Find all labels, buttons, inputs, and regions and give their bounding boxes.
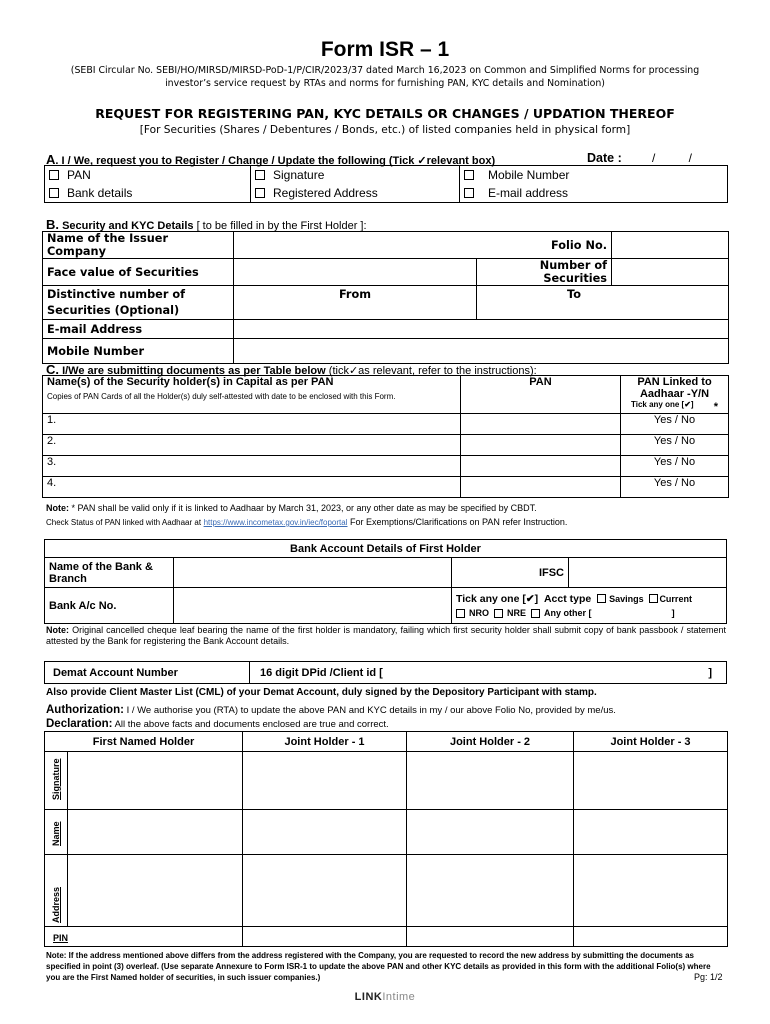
- address-row-label: [45, 855, 68, 927]
- yes-no-3[interactable]: Yes / No: [621, 456, 729, 477]
- checkbox-icon[interactable]: [597, 594, 606, 603]
- option-label: Bank details: [67, 186, 133, 200]
- section-c-table: [42, 375, 729, 498]
- joint-holder-1-header: Joint Holder - 1: [243, 732, 407, 752]
- current-label: Current: [659, 593, 692, 604]
- section-c-text: I/We are submitting documents as per Table below: [62, 365, 326, 377]
- yes-no-2[interactable]: Yes / No: [621, 435, 729, 456]
- option-registered-address[interactable]: [251, 184, 460, 203]
- checkbox-icon[interactable]: [456, 609, 465, 618]
- signature-joint-1[interactable]: [243, 752, 407, 810]
- bank-name-line-2: Branch: [49, 572, 87, 585]
- account-type-options: [452, 588, 727, 624]
- tick-any-label: Tick any one [✔]: [456, 592, 539, 605]
- to-label: To: [567, 288, 581, 301]
- declaration-text: All the above facts and documents enclosed are true and correct.: [114, 719, 389, 730]
- option-label: Signature: [273, 168, 325, 182]
- ifsc-label: IFSC: [452, 558, 569, 588]
- option-label: Registered Address: [273, 186, 378, 200]
- pin-first-holder[interactable]: [45, 927, 243, 947]
- section-c-label: C.: [46, 362, 59, 377]
- section-b-note: [ to be filled in by the First Holder ]:: [196, 220, 367, 232]
- declaration: [46, 718, 389, 730]
- holder-names-header: [43, 376, 461, 414]
- first-holder-header: First Named Holder: [45, 732, 243, 752]
- pan-linked-line-1: PAN Linked to: [637, 376, 712, 388]
- option-label: Mobile Number: [488, 168, 570, 182]
- pan-field-4[interactable]: [461, 477, 621, 498]
- dpid-label: 16 digit DPid /Client id [: [260, 666, 383, 679]
- date-slashes: / /: [652, 151, 693, 165]
- request-title: REQUEST FOR REGISTERING PAN, KYC DETAILS OR CHANGES / UPDATION THEREOF: [95, 106, 675, 121]
- bank-name-label: [45, 558, 174, 588]
- account-type-row-1: [456, 592, 722, 606]
- yes-no-1[interactable]: Yes / No: [621, 414, 729, 435]
- checkbox-icon[interactable]: [494, 609, 503, 618]
- section-b-label: B.: [46, 217, 59, 232]
- holders-table: [44, 731, 728, 947]
- bank-note-label: Note:: [46, 625, 69, 635]
- bank-name-line-1: Name of the Bank &: [49, 560, 153, 573]
- holder-row-2[interactable]: 2.: [43, 435, 461, 456]
- holder-names-title: Name(s) of the Security holder(s) in Capital as per PAN: [47, 376, 334, 388]
- name-label: Name: [51, 821, 61, 846]
- signature-joint-3[interactable]: [574, 752, 728, 810]
- pan-header: PAN: [461, 376, 621, 414]
- section-b-text: Security and KYC Details: [62, 220, 194, 232]
- section-b-heading: [46, 217, 367, 232]
- star-marker: *: [713, 401, 718, 413]
- address-joint-2[interactable]: [407, 855, 574, 927]
- logo-intime-text: Intime: [382, 991, 416, 1003]
- bank-table-title: Bank Account Details of First Holder: [45, 540, 727, 558]
- holder-row-4[interactable]: 4.: [43, 477, 461, 498]
- option-mobile-number[interactable]: [460, 166, 728, 185]
- pan-note-label: Note:: [46, 503, 69, 513]
- account-no-label: Bank A/c No.: [45, 588, 174, 624]
- pin-joint-1[interactable]: [243, 927, 407, 947]
- number-of-securities-label: Number of Securities: [477, 259, 612, 286]
- checkbox-icon[interactable]: [464, 188, 474, 198]
- form-title: Form ISR – 1: [320, 38, 450, 61]
- joint-holder-3-header: Joint Holder - 3: [574, 732, 728, 752]
- bank-name-field[interactable]: [174, 558, 452, 588]
- dpid-close: ]: [708, 666, 712, 679]
- pan-field-2[interactable]: [461, 435, 621, 456]
- demat-table: [44, 661, 727, 684]
- from-field[interactable]: [234, 286, 477, 320]
- bank-note-text: Original cancelled cheque leaf bearing the name of the first holder is mandatory, failing which first security holder shall submit copy of bank passbook / statement attested by the Bank for registering the Bank Account details.: [46, 625, 726, 646]
- holder-names-subtitle: Copies of PAN Cards of all the Holder(s) duly self-attested with date to be enclosed with this Form.: [47, 392, 396, 401]
- section-a-text: . I / We, request you to Register / Change / Update the following (Tick ✓relevant box): [55, 155, 496, 167]
- name-joint-1[interactable]: [243, 810, 407, 855]
- distinctive-number-label: [43, 286, 234, 320]
- address-joint-1[interactable]: [243, 855, 407, 927]
- bank-table: [44, 539, 727, 624]
- address-joint-3[interactable]: [574, 855, 728, 927]
- number-of-securities-field[interactable]: [612, 259, 729, 286]
- checkbox-icon[interactable]: [49, 188, 59, 198]
- request-subtitle: [For Securities (Shares / Debentures / Bonds, etc.) of listed companies held in physical form]: [139, 124, 631, 136]
- signature-first-holder[interactable]: [68, 752, 243, 810]
- option-email-address[interactable]: [460, 184, 728, 203]
- footer-note: Note: If the address mentioned above differs from the address registered with the Company, you are requested to record the new address by submitting the documents as specified in point (3) overleaf. (Use separate Annexure to Form ISR-1 to update the above PAN and other KYC details as provided in this form with the additional Folio(s) where you are the First Named holder of securities, in such issuer companies.): [46, 951, 711, 982]
- distinctive-line-2: Securities (Optional): [47, 303, 180, 317]
- dpid-field[interactable]: [250, 662, 727, 684]
- any-other-label[interactable]: Any other [: [544, 607, 592, 618]
- check-status-link[interactable]: https://www.incometax.gov.in/iec/foportal: [203, 518, 348, 527]
- authorization: [46, 704, 616, 716]
- savings-label: Savings: [609, 593, 644, 604]
- issuer-company-label: Name of the Issuer Company: [43, 232, 234, 259]
- pan-linked-line-2: Aadhaar -Y/N: [639, 388, 710, 400]
- account-no-field[interactable]: [174, 588, 452, 624]
- option-label: E-mail address: [488, 186, 569, 200]
- checkbox-icon[interactable]: [464, 170, 474, 180]
- address-first-holder[interactable]: [68, 855, 243, 927]
- nre-label: NRE: [507, 607, 527, 618]
- to-field[interactable]: [477, 286, 729, 320]
- pan-field-1[interactable]: [461, 414, 621, 435]
- signature-row-label: [45, 752, 68, 810]
- folio-no-label: Folio No.: [234, 232, 612, 259]
- pin-joint-3[interactable]: [574, 927, 728, 947]
- any-other-close: ]: [671, 607, 675, 618]
- bank-note: [46, 625, 726, 647]
- check-status-text: Check Status of PAN linked with Aadhaar at: [46, 518, 202, 527]
- ifsc-field[interactable]: [569, 558, 727, 588]
- holder-row-3[interactable]: 3.: [43, 456, 461, 477]
- holder-row-1[interactable]: 1.: [43, 414, 461, 435]
- signature-label: Signature: [51, 758, 61, 800]
- face-value-field[interactable]: [234, 259, 477, 286]
- logo-link-text: LINK: [354, 991, 383, 1003]
- authorization-label: Authorization:: [46, 704, 124, 716]
- name-joint-2[interactable]: [407, 810, 574, 855]
- pan-note: [46, 503, 537, 513]
- exemptions-text: For Exemptions/Clarifications on PAN refer Instruction.: [350, 517, 568, 527]
- account-type-row-2: [456, 606, 722, 620]
- checkbox-icon[interactable]: [531, 609, 540, 618]
- mobile-label: Mobile Number: [43, 339, 234, 364]
- nro-label: NRO: [469, 607, 489, 618]
- authorization-text: I / We authorise you (RTA) to update the above PAN and KYC details in my / our above Folio No, provided by me/us.: [126, 705, 616, 716]
- pan-linked-tick: Tick any one [✔]: [631, 400, 694, 409]
- from-label: From: [338, 288, 372, 301]
- pan-note-text: * PAN shall be valid only if it is linked to Aadhaar by March 31, 2023, or any other date as may be specified by CBDT.: [71, 503, 537, 513]
- subtitle-line-2: investor’s service request by RTAs and norms for furnishing PAN, KYC details and Nomination): [165, 78, 605, 89]
- folio-no-field[interactable]: [612, 232, 729, 259]
- date-label: Date :: [587, 151, 622, 165]
- pan-linked-header: [621, 376, 729, 414]
- checkbox-icon[interactable]: [255, 188, 265, 198]
- pan-field-3[interactable]: [461, 456, 621, 477]
- distinctive-line-1: Distinctive number of: [47, 287, 186, 301]
- checkbox-icon[interactable]: [49, 170, 59, 180]
- section-c-note: (tick✓as relevant, refer to the instructions):: [328, 365, 537, 377]
- email-field[interactable]: [234, 320, 729, 339]
- form-subtitle: [60, 64, 710, 90]
- acct-type-label: Acct type: [543, 592, 592, 605]
- demat-label: Demat Account Number: [45, 662, 250, 684]
- cml-text: Also provide Client Master List (CML) of your Demat Account, duly signed by the Depository Participant with stamp.: [46, 687, 597, 698]
- section-b-table: [42, 231, 729, 364]
- section-a-label: A: [46, 152, 56, 167]
- face-value-label: Face value of Securities: [43, 259, 234, 286]
- pin-label: PIN: [53, 933, 69, 943]
- link-intime-logo: [0, 991, 770, 1003]
- page-number: Pg: 1/2: [694, 972, 723, 982]
- name-joint-3[interactable]: [574, 810, 728, 855]
- checkbox-icon[interactable]: [649, 594, 658, 603]
- option-signature[interactable]: [251, 166, 460, 185]
- name-row-label: [45, 810, 68, 855]
- checkbox-icon[interactable]: [255, 170, 265, 180]
- subtitle-line-1: (SEBI Circular No. SEBI/HO/MIRSD/MIRSD-PoD-1/P/CIR/2023/37 dated March 16,2023 on Common and Simplified Norms for processing: [70, 65, 700, 76]
- joint-holder-2-header: Joint Holder - 2: [407, 732, 574, 752]
- email-label: E-mail Address: [43, 320, 234, 339]
- name-first-holder[interactable]: [68, 810, 243, 855]
- pin-joint-2[interactable]: [407, 927, 574, 947]
- option-bank-details[interactable]: [45, 184, 251, 203]
- declaration-label: Declaration:: [46, 718, 113, 730]
- mobile-field[interactable]: [234, 339, 729, 364]
- section-a-table: [44, 165, 728, 203]
- signature-joint-2[interactable]: [407, 752, 574, 810]
- address-label: Address: [51, 886, 61, 923]
- option-label: PAN: [67, 168, 91, 182]
- check-status: [46, 517, 567, 527]
- option-pan[interactable]: [45, 166, 251, 185]
- yes-no-4[interactable]: Yes / No: [621, 477, 729, 498]
